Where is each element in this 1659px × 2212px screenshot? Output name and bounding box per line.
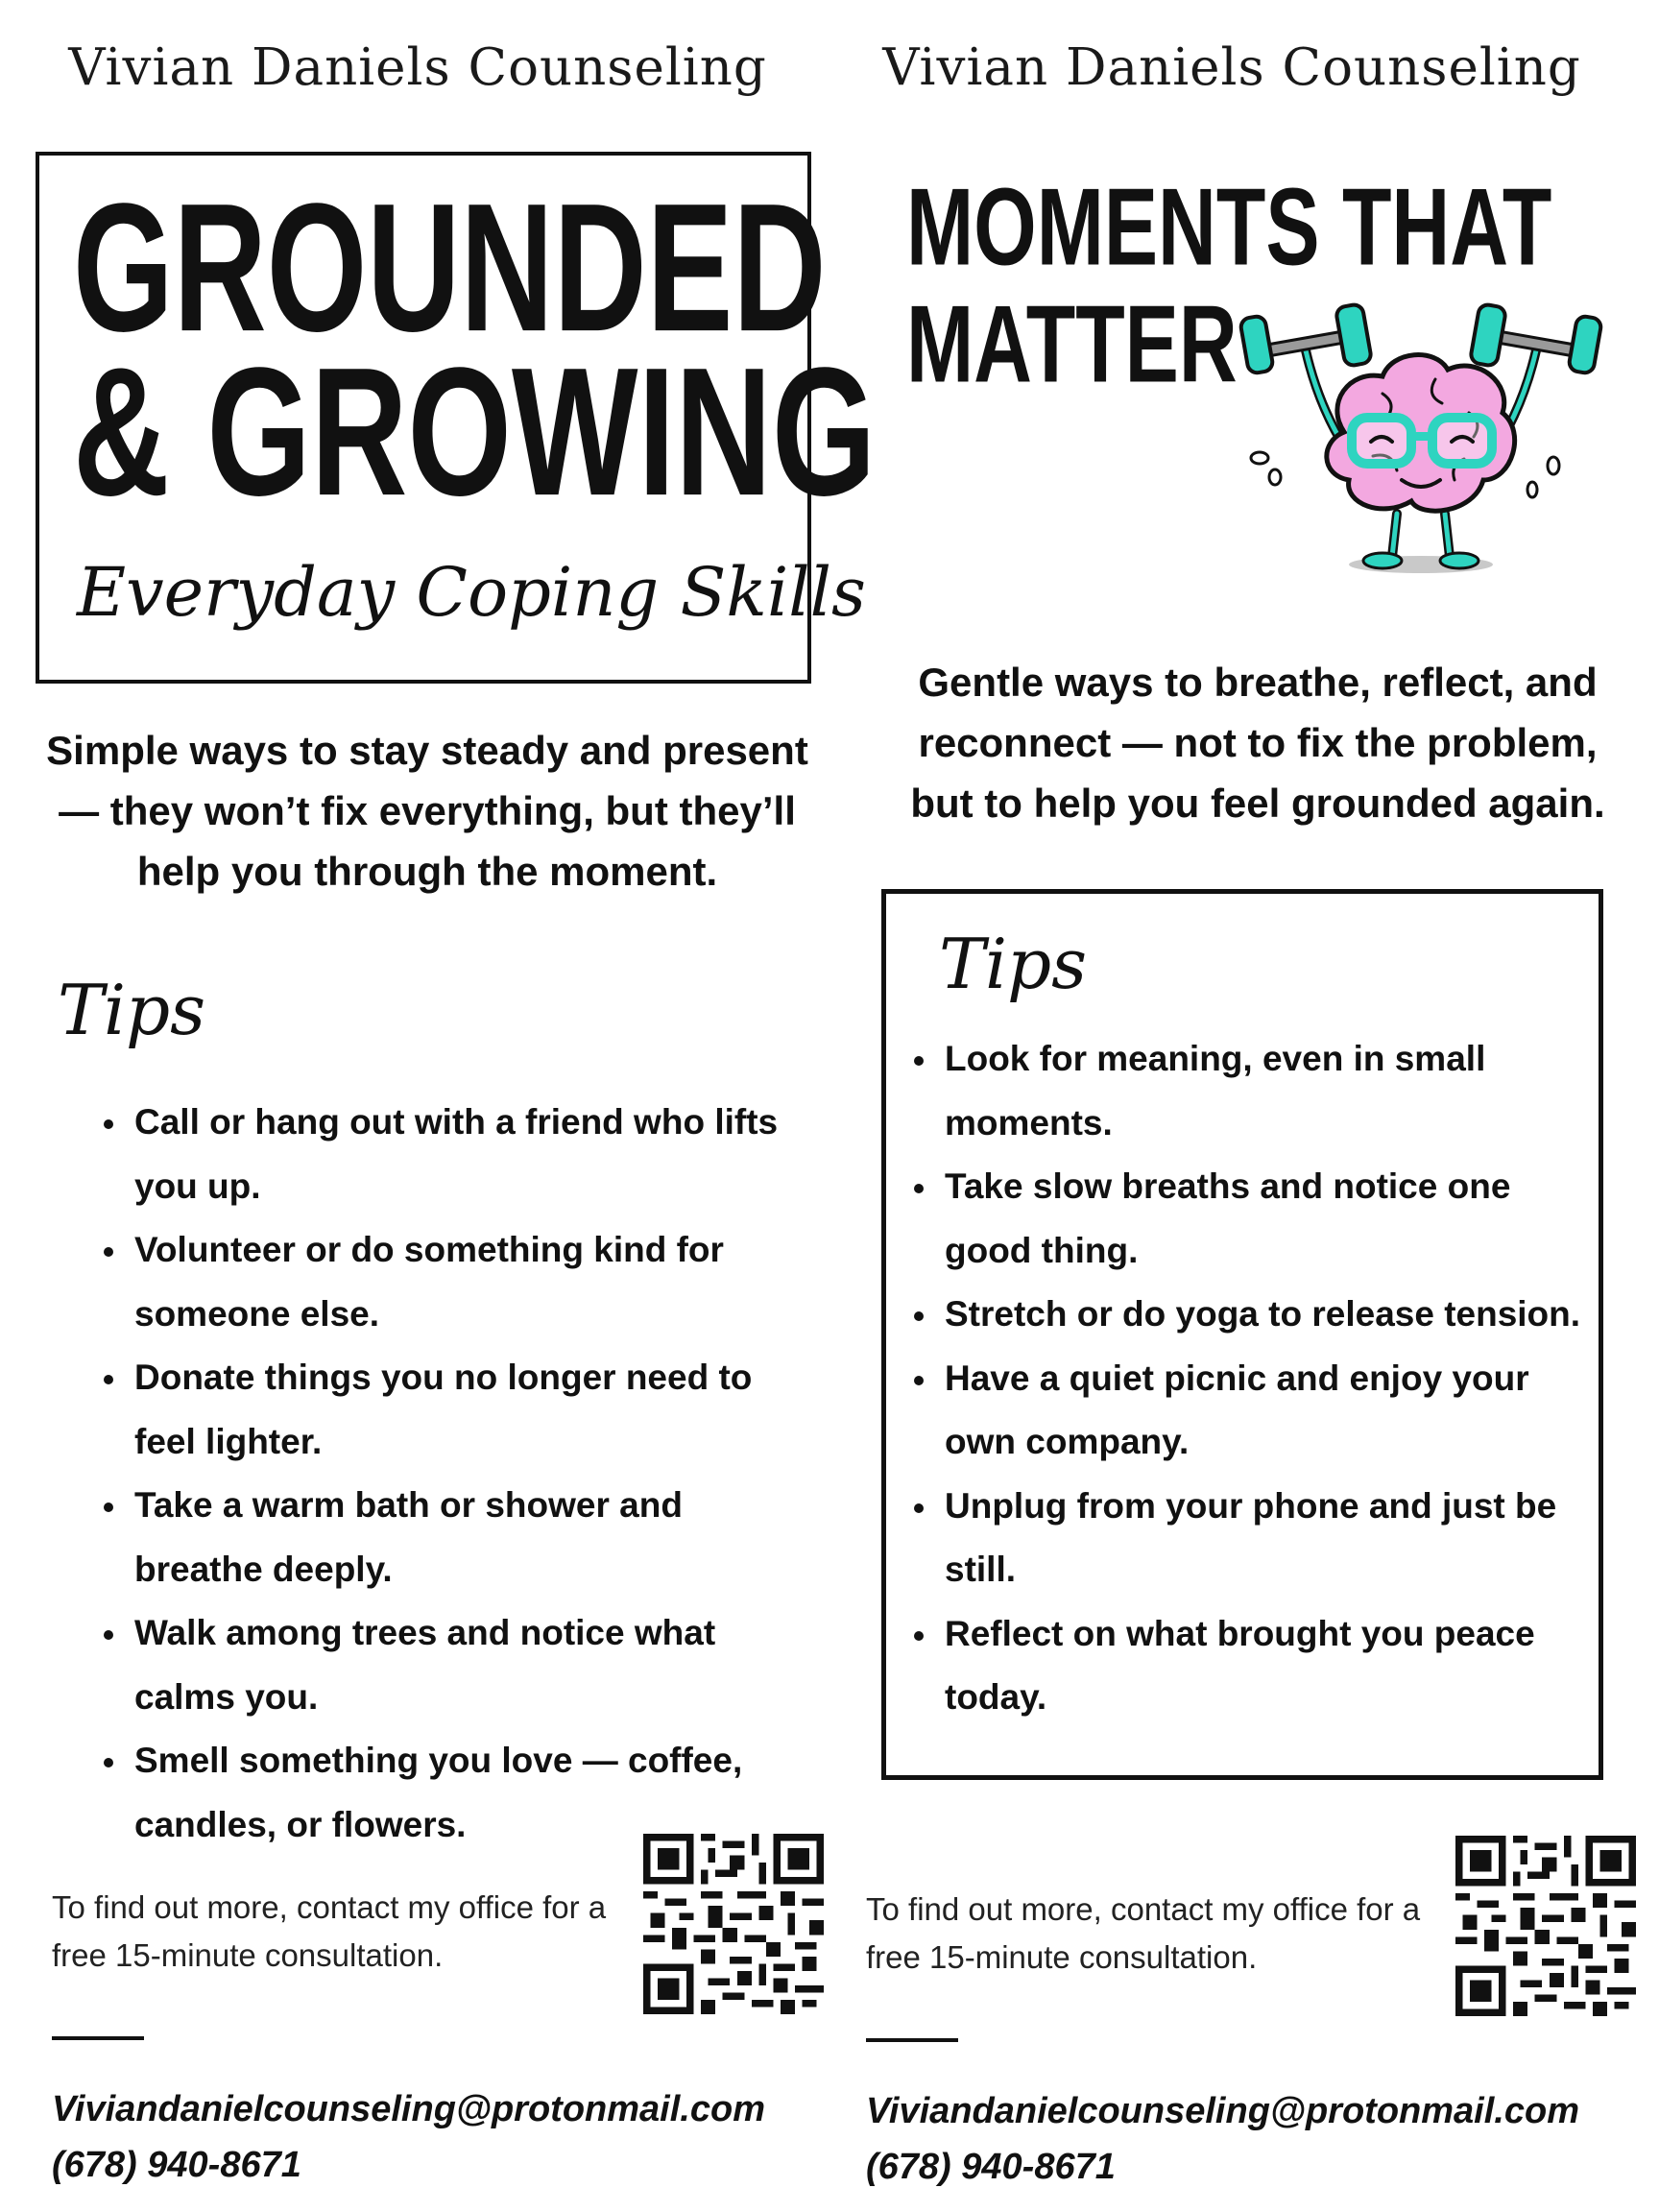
list-item: Donate things you no longer need to feel lighter. bbox=[104, 1346, 795, 1474]
left-title-line1: GROUNDED bbox=[73, 165, 827, 370]
left-title-line2: & GROWING bbox=[73, 329, 877, 534]
list-item: Smell something you love — coffee, candles, or flowers. bbox=[104, 1729, 795, 1857]
left-email[interactable]: Viviandanielcounseling@protonmail.com bbox=[52, 2089, 765, 2129]
right-contact-note: To find out more, contact my office for a free 15-minute consultation. bbox=[866, 1891, 1421, 1975]
left-divider bbox=[52, 2036, 144, 2040]
list-item: Look for meaning, even in small moments. bbox=[914, 1027, 1605, 1155]
list-item: Volunteer or do something kind for someone else. bbox=[104, 1218, 795, 1346]
right-brand: Vivian Daniels Counseling bbox=[882, 38, 1581, 97]
list-item: Have a quiet picnic and enjoy your own company. bbox=[914, 1347, 1605, 1475]
left-tips-heading: Tips bbox=[58, 970, 206, 1050]
qr-code-icon[interactable] bbox=[643, 1834, 824, 2014]
list-item: Take slow breaths and notice one good thing. bbox=[914, 1155, 1605, 1283]
right-divider bbox=[866, 2038, 958, 2042]
left-script-subtitle: Everyday Coping Skills bbox=[77, 553, 866, 632]
left-brand: Vivian Daniels Counseling bbox=[68, 38, 767, 97]
list-item: Unplug from your phone and just be still. bbox=[914, 1475, 1605, 1602]
list-item: Reflect on what brought you peace today. bbox=[914, 1602, 1605, 1730]
qr-code-icon[interactable] bbox=[1455, 1836, 1636, 2016]
left-subheading: Simple ways to stay steady and present — they won’t fix everything, but they’ll help you through the moment. bbox=[46, 728, 808, 894]
right-tips-heading: Tips bbox=[939, 924, 1088, 1004]
list-item: Stretch or do yoga to release tension. bbox=[914, 1283, 1605, 1347]
brain-lifting-dumbbells-icon bbox=[1229, 288, 1613, 586]
right-title-line2: MATTER bbox=[906, 283, 1238, 406]
list-item: Call or hang out with a friend who lifts you up. bbox=[104, 1091, 795, 1218]
right-phone[interactable]: (678) 940-8671 bbox=[866, 2147, 1116, 2187]
list-item: Take a warm bath or shower and breathe deeply. bbox=[104, 1474, 795, 1601]
right-title-line1: MOMENTS THAT bbox=[906, 166, 1552, 289]
left-contact-note: To find out more, contact my office for a free 15-minute consultation. bbox=[52, 1889, 607, 1973]
right-email[interactable]: Viviandanielcounseling@protonmail.com bbox=[866, 2091, 1579, 2131]
left-phone[interactable]: (678) 940-8671 bbox=[52, 2145, 301, 2185]
right-tips-list bbox=[914, 1027, 1605, 1730]
list-item: Walk among trees and notice what calms you. bbox=[104, 1601, 795, 1729]
left-tips-list bbox=[104, 1091, 795, 1857]
right-subheading: Gentle ways to breathe, reflect, and reconnect — not to fix the problem, but to help you feel grounded again. bbox=[910, 660, 1605, 826]
